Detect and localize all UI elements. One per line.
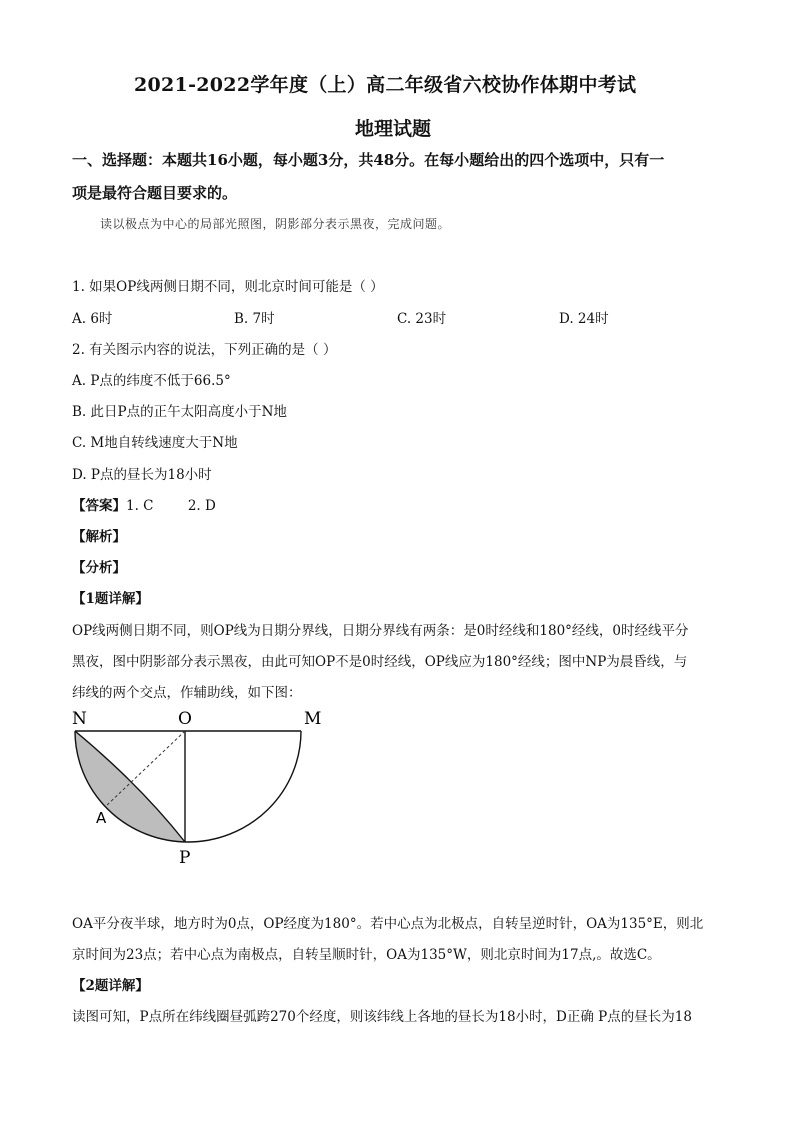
q1-option-c: C. 23时 bbox=[397, 311, 447, 327]
exam-subtitle: 地理试题 bbox=[355, 118, 432, 140]
analysis-label: 【解析】 bbox=[72, 529, 126, 545]
night-shade bbox=[75, 731, 185, 842]
detail1-line3: 纬线的两个交点，作辅助线，如下图： bbox=[72, 685, 302, 701]
q1-option-d: D. 24时 bbox=[559, 311, 609, 327]
detail2-line1: 读图可知，P点所在纬线圈昼弧跨270个经度，则该纬线上各地的昼长为18小时，D正确 P点的昼长为18 bbox=[72, 1009, 692, 1025]
exam-title: 2021-2022学年度（上）高二年级省六校协作体期中考试 bbox=[134, 74, 637, 96]
fenxi-label: 【分析】 bbox=[72, 560, 126, 576]
answer-line bbox=[72, 494, 216, 514]
label-o: O bbox=[178, 709, 192, 729]
label-m: M bbox=[304, 709, 322, 729]
q2-option-c: C. M地自转线速度大于N地 bbox=[72, 435, 238, 451]
label-a: A bbox=[96, 809, 107, 827]
q2-option-b: B. 此日P点的正午太阳高度小于N地 bbox=[72, 404, 287, 420]
q1-option-b: B. 7时 bbox=[234, 311, 275, 327]
label-p: P bbox=[179, 848, 191, 868]
detail1-after2: 京时间为23点；若中心点为南极点，自转呈顺时针，OA为135°W，则北京时间为17点,。故选C。 bbox=[72, 947, 661, 963]
q2-detail-label: 【2题详解】 bbox=[72, 978, 149, 994]
q2-option-d: D. P点的昼长为18小时 bbox=[72, 467, 212, 483]
detail1-line1: OP线两侧日期不同，则OP线为日期分界线，日期分界线有两条：是0时经线和180°经线，0时经线平分 bbox=[72, 623, 689, 639]
q2-option-a: A. P点的纬度不低于66.5° bbox=[72, 373, 231, 389]
question-intro: 读以极点为中心的局部光照图，阴影部分表示黑夜，完成问题。 bbox=[100, 217, 451, 231]
detail1-line2: 黑夜，图中阴影部分表示黑夜，由此可知OP不是0时经线，OP线应为180°经线；图中NP为晨昏线，与 bbox=[72, 654, 688, 670]
q1-detail-label: 【1题详解】 bbox=[72, 591, 149, 607]
q1-option-a: A. 6时 bbox=[72, 311, 113, 327]
answer-label: 【答案】 bbox=[72, 498, 126, 514]
q1-stem: 1. 如果OP线两侧日期不同，则北京时间可能是（ ） bbox=[72, 279, 384, 295]
q2-stem: 2. 有关图示内容的说法，下列正确的是（ ） bbox=[72, 342, 337, 358]
label-n: N bbox=[72, 709, 87, 729]
answer-value: 1. C 2. D bbox=[126, 498, 216, 514]
polar-light-diagram bbox=[66, 702, 336, 872]
detail1-after1: OA平分夜半球，地方时为0点，OP经度为180°。若中心点为北极点，自转呈逆时针，OA为135°E，则北 bbox=[72, 916, 704, 932]
section-heading-line2: 项是最符合题目要求的。 bbox=[72, 184, 238, 202]
section-heading-line1: 一、选择题：本题共16小题，每小题3分，共48分。在每小题给出的四个选项中，只有一 bbox=[72, 151, 665, 169]
